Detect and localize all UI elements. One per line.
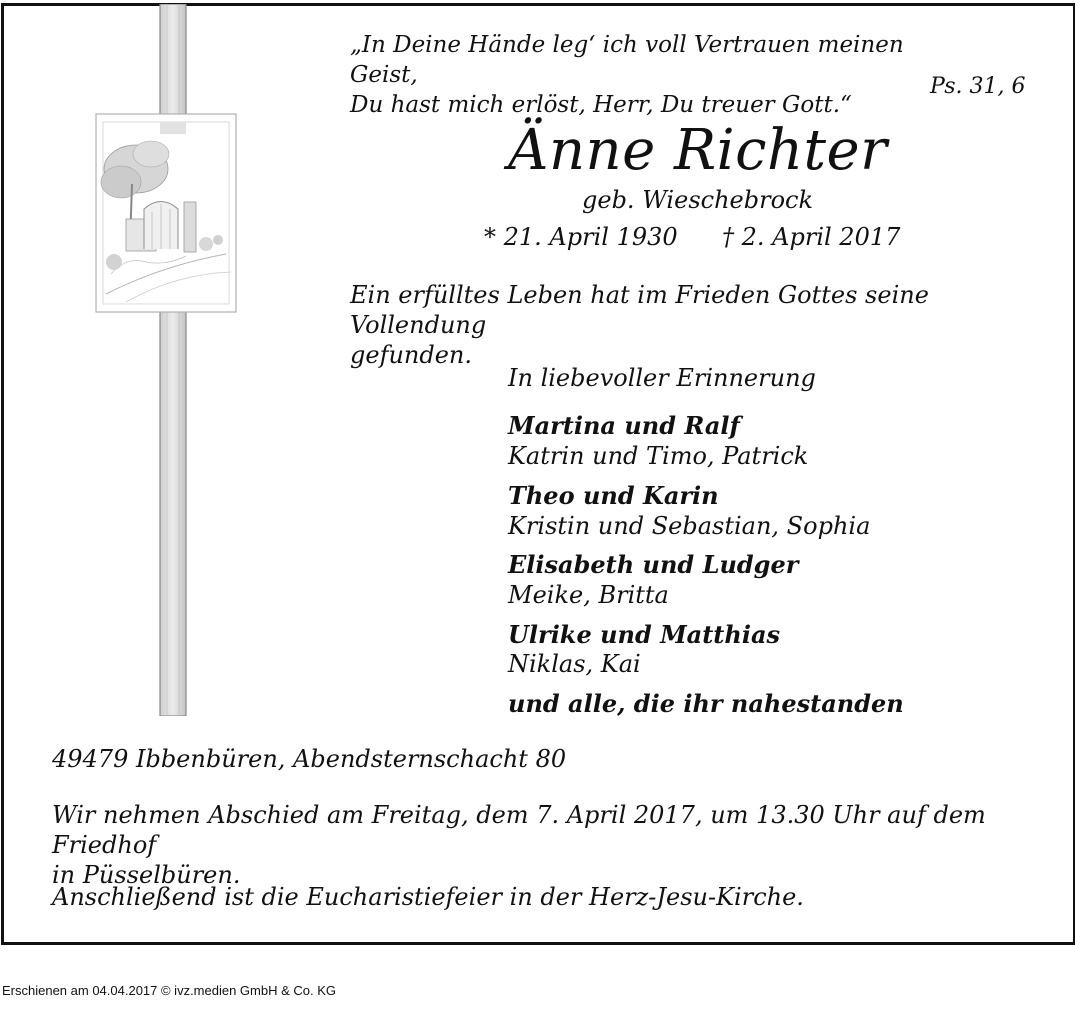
cross-with-garden-gate-drawing-icon [66,4,246,716]
family-names: Elisabeth und Ludger [508,550,799,579]
family-names: Theo und Karin [508,481,719,510]
family-names: Ulrike und Matthias [508,620,781,649]
funeral-info-line-2: in Püsselbüren. [52,861,241,889]
family-names: Martina und Ralf [508,411,740,440]
publication-credit: Erschienen am 04.04.2017 © ivz.medien GmbH & Co. KG [2,983,337,998]
deceased-name: Änne Richter [508,118,888,183]
bible-quote-line-2: Du hast mich erlöst, Herr, Du treuer Gott.“ [350,92,852,118]
birth-name: geb. Wieschebrock [582,186,813,214]
funeral-info-line-1: Wir nehmen Abschied am Freitag, dem 7. April 2017, um 13.30 Uhr auf dem Friedhof [52,801,986,859]
address: 49479 Ibbenbüren, Abendsternschacht 80 [52,745,567,773]
family-children: Katrin und Timo, Patrick [508,442,809,470]
family-children: Niklas, Kai [508,650,641,678]
funeral-info [52,800,1042,890]
life-statement-line-2: gefunden. [350,341,473,369]
psalm-reference: Ps. 31, 6 [930,74,1026,99]
bible-quote-line-1: „In Deine Hände leg‘ ich voll Vertrauen meinen Geist, [350,32,904,88]
birth-date: * 21. April 1930 [484,223,678,251]
family-children: Meike, Britta [508,581,669,609]
family-children: Kristin und Sebastian, Sophia [508,512,871,540]
life-statement [350,280,1040,370]
death-date: † 2. April 2017 [722,223,901,251]
bible-quote [350,30,950,120]
mass-note: Anschließend ist die Eucharistiefeier in der Herz-Jesu-Kirche. [52,883,804,911]
life-statement-line-1: Ein erfülltes Leben hat im Frieden Gottes seine Vollendung [350,281,929,339]
memory-label: In liebevoller Erinnerung [508,364,816,392]
closing-line: und alle, die ihr nahestanden [508,689,904,718]
